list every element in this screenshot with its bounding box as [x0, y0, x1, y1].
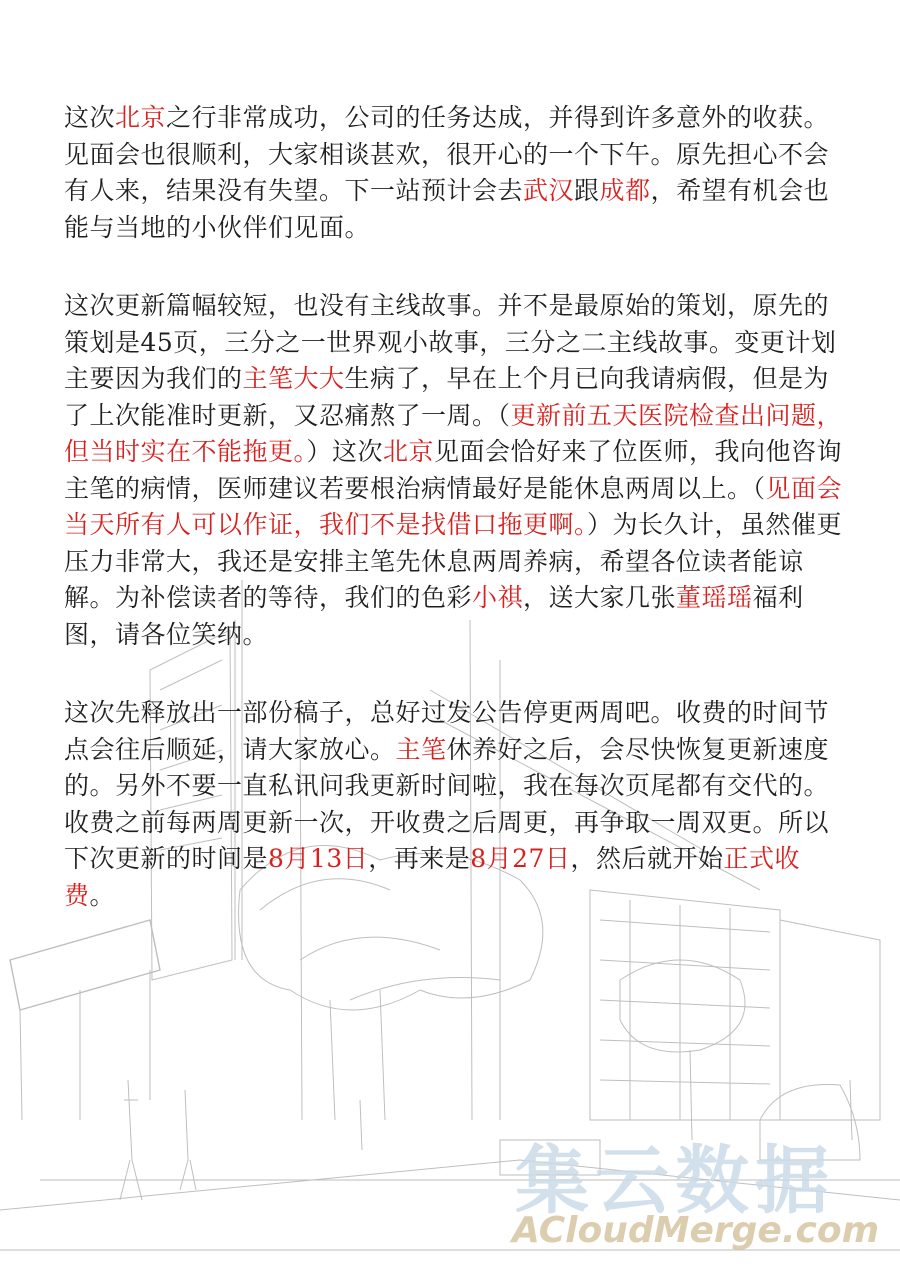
- highlighted-text: 主笔: [395, 734, 447, 764]
- body-text: 这次先释放出一部份稿子，总好过发公告停更两周吧。收费的时间节点会往后顺延，请大家放心。: [64, 698, 830, 764]
- highlighted-text: 8月27日: [470, 844, 571, 873]
- article-text: [64, 100, 844, 956]
- highlighted-text: 北京: [115, 103, 167, 132]
- watermark-url: ACloudMerge.com: [512, 1210, 880, 1251]
- body-text: 这次更新篇幅较短，也没有主线故事。并不是最原始的策划，原先的策划是45页，三分之一世界观小故事，三分之二主线故事。变更计划主要因为我们的: [64, 291, 837, 393]
- body-text: ，然后就开始: [570, 844, 724, 873]
- body-text: 生病了，早在上个月已向我请病假，但是为了上次能准时更新，又忍痛熬了一周。（: [64, 364, 830, 430]
- body-text: 这次: [64, 103, 116, 132]
- body-text: ，希望有机会也能与当地的小伙伴们见面。: [64, 176, 830, 242]
- highlighted-text: 见面会当天所有人可以作证，我们不是找借口拖更啊。: [64, 473, 843, 539]
- highlighted-text: 8月13日: [268, 844, 369, 873]
- highlighted-text: 武汉: [523, 176, 575, 205]
- body-text: 福利图，请各位笑纳。: [64, 583, 804, 649]
- body-text: ）这次: [306, 437, 384, 466]
- highlighted-text: 北京: [383, 437, 435, 466]
- body-text: ，再来是: [368, 844, 471, 873]
- highlighted-text: 更新前五天医院检查出问题，但当时实在不能拖更。: [64, 400, 843, 466]
- paragraph: [64, 695, 844, 914]
- body-text: 之行非常成功，公司的任务达成，并得到许多意外的收获。见面会也很顺利，大家相谈甚欢，很开心的一个下午。原先担心不会有人来，结果没有失望。下一站预计会去: [64, 103, 830, 205]
- body-text: ，送大家几张: [523, 583, 677, 612]
- highlighted-text: 董瑶瑶: [676, 583, 753, 612]
- body-text: 见面会恰好来了位医师，我向他咨询主笔的病情，医师建议若要根治病情最好是能休息两周以上。（: [64, 437, 843, 503]
- watermark-logo: 集云数据: [515, 1138, 835, 1224]
- body-text: 休养好之后，会尽快恢复更新速度的。另外不要一直私讯问我更新时间啦，我在每次页尾都有交代的。收费之前每两周更新一次，开收费之后周更，再争取一周双更。所以下次更新的时间是: [64, 734, 830, 873]
- highlighted-text: 正式收费: [64, 844, 800, 910]
- paragraph: [64, 288, 844, 653]
- body-text: ）为长久计，虽然催更压力非常大，我还是安排主笔先休息两周养病，希望各位读者能谅解。为补偿读者的等待，我们的色彩: [64, 510, 843, 612]
- body-text: 跟: [574, 176, 600, 205]
- highlighted-text: 成都: [599, 176, 651, 205]
- highlighted-text: 小祺: [472, 583, 524, 612]
- paragraph: [64, 100, 844, 246]
- body-text: 。: [89, 880, 116, 910]
- highlighted-text: 主笔大大: [242, 364, 345, 393]
